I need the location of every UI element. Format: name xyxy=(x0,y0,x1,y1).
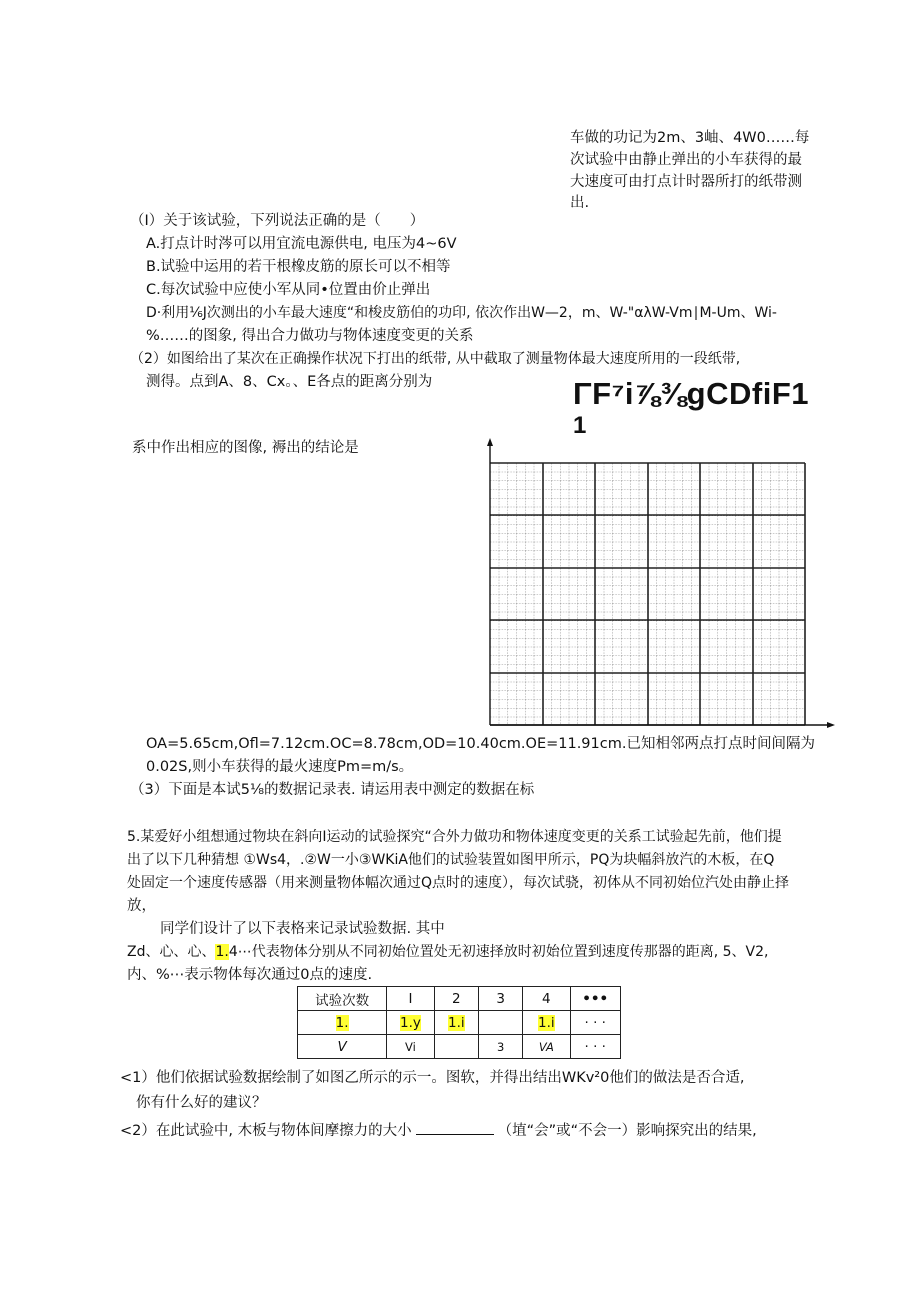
table-cell-highlight: 1.y xyxy=(400,1014,421,1031)
table-cell: ••• xyxy=(570,987,621,1011)
table-row xyxy=(298,1035,621,1059)
table-cell: VA xyxy=(523,1035,570,1059)
q1-option-c: C.每次试验中应使小军从同•位置由价止弹出 xyxy=(146,282,431,298)
p5-line-1: 5.某爱好小组想通过物块在斜向I运动的试验探究“合外力做功和物体速度变更的关系工试验起先前，他们提 xyxy=(127,829,782,845)
p5-line-6-highlight: 1. xyxy=(215,944,229,960)
table-cell: 3 xyxy=(479,1035,523,1059)
p5-line-6-pre: Zd、心、心、 xyxy=(127,944,216,960)
q1-option-d-line-2: %……的图象, 得出合力做功与物体速度变更的关系 xyxy=(146,328,474,344)
table-cell: V xyxy=(298,1035,387,1059)
table-cell xyxy=(434,1011,478,1035)
table-cell: 3 xyxy=(479,987,523,1011)
table-cell xyxy=(523,1011,570,1035)
p5-line-4: 放， xyxy=(127,898,156,914)
table-cell: 4 xyxy=(523,987,570,1011)
q1-option-a: A.打点计时涔可以用宜流电源供电, 电压为4~6V xyxy=(146,236,457,252)
p5-line-6-post: 4⋯代表物体分别从不同初始位置处无初速择放时初始位置到速度传那器的距离, 5、V2, xyxy=(228,944,769,960)
table-row xyxy=(298,987,621,1011)
graph-y-arrow xyxy=(487,438,493,446)
right-note-line-4: 出. xyxy=(570,195,590,211)
p5-line-6 xyxy=(127,941,769,963)
table-cell-highlight: 1. xyxy=(335,1014,349,1031)
table-cell-highlight: 1.i xyxy=(538,1014,555,1031)
p5-q2-pre: <2）在此试验中, 木板与物体间摩擦力的大小 xyxy=(120,1123,412,1139)
p5-line-3: 处固定一个速度传感器（用来测量物体幅次通过Q点时的速度），每次试骁，初体从不同初始位汽处由静止择 xyxy=(127,875,790,891)
table-cell: · · · xyxy=(570,1011,621,1035)
right-note-line-2: 次试验中由静止弹出的小车获得的最 xyxy=(570,152,802,168)
table-cell: I xyxy=(387,987,434,1011)
q2-data-line-2: 0.02S,则小车获得的最火速度Pm=m/s。 xyxy=(146,759,414,775)
q2-line-2: 测得。点到A、8、Cx。、E各点的距离分别为 xyxy=(146,374,433,390)
graph-x-arrow xyxy=(827,722,835,728)
tape-label-line-1: ΓF⁷i⅞⅜gCDfiF1 xyxy=(573,376,810,411)
table-cell: 试验次数 xyxy=(298,987,387,1011)
record-table xyxy=(297,986,621,1059)
q1-option-b: B.试验中运用的若干根橡皮筋的原长可以不相等 xyxy=(146,259,451,275)
table-cell xyxy=(298,1011,387,1035)
p5-q1-line-1: <1）他们依据试验数据绘制了如图乙所示的示一。图软，并得出结出WKv²0他们的做法是否合适, xyxy=(120,1070,745,1086)
table-cell: · · · xyxy=(570,1035,621,1059)
q1-option-d-line-1: D·利用⅙J次测出的小车最大速度“和梭皮筋伯的功印, 依次作出W—2，m、W-"αλW-Vm∣M-Um、Wi- xyxy=(146,305,777,321)
table-cell: Vi xyxy=(387,1035,434,1059)
tape-label-line-2: 1 xyxy=(573,412,587,439)
p5-line-7: 内、%⋯表示物体每次通过0点的速度. xyxy=(127,967,373,983)
p5-line-5: 同学们设计了以下表格来记录试验数据. 其中 xyxy=(160,921,445,937)
q2-data-line-1: OA=5.65cm,Ofl=7.12cm.OC=8.78cm,OD=10.40cm.OE=11.91cm.已知相邻两点打点时间间隔为 xyxy=(146,736,815,752)
p5-q2-line xyxy=(120,1119,757,1142)
q1-stem: （I）关于该试验，下列说法正确的是（ ） xyxy=(130,213,425,229)
q3-line: （3）下面是本试5⅛的数据记录表. 请运用表中测定的数据在标 xyxy=(130,782,535,798)
p5-line-2: 出了以下几种猜想 ①Ws4，.②W一小③WKiA他们的试验装置如图甲所示，PQ为块幅斜放汽的木板，在Q xyxy=(127,852,775,868)
q2-line-1: （2）如图给出了某次在正确操作状况下打出的纸带, 从中截取了测量物体最大速度所用的一段纸带, xyxy=(130,351,741,367)
table-cell: 2 xyxy=(434,987,478,1011)
p5-q1-line-2: 你有什么好的建议？ xyxy=(136,1095,267,1111)
table-cell-highlight: 1.i xyxy=(448,1014,465,1031)
table-cell xyxy=(479,1011,523,1035)
graph-paper-svg xyxy=(480,434,840,734)
graph-paper xyxy=(480,434,840,734)
right-note-line-3: 大速度可由打点计时器所打的纸带测 xyxy=(570,174,802,190)
right-note-line-1: 车做的功记为2m、3岫、4W0……每 xyxy=(570,130,810,146)
table-cell xyxy=(434,1035,478,1059)
answer-blank[interactable] xyxy=(416,1119,494,1135)
p5-q2-post: （埴“会”或“不会一）影响探究出的结果, xyxy=(497,1123,757,1139)
table-cell xyxy=(387,1011,434,1035)
table-row xyxy=(298,1011,621,1035)
q2-graph-line: 系中作出相应的图像, 褥出的结论是 xyxy=(132,440,359,456)
